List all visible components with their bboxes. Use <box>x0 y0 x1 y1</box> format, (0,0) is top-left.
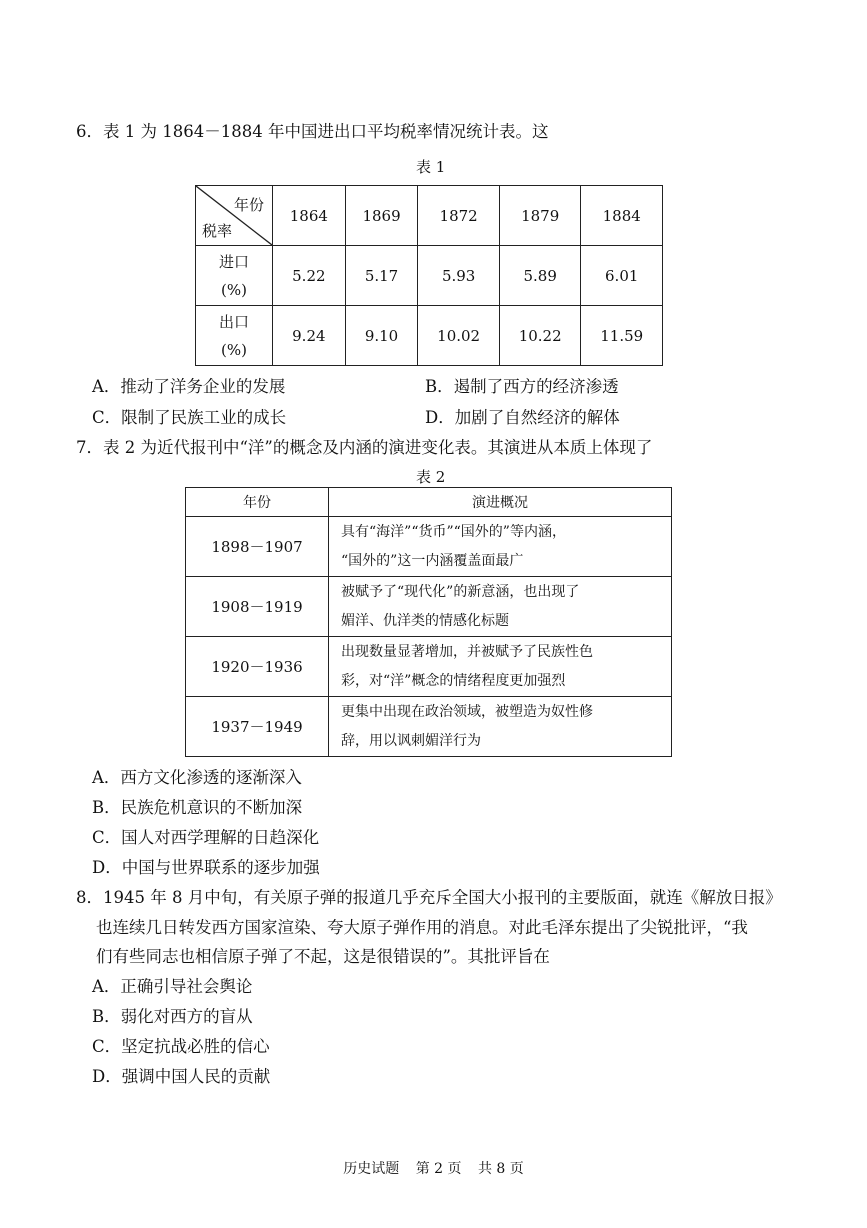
q8-option-c[interactable]: C．坚定抗战必胜的信心 <box>92 1037 270 1056</box>
table1-year-cell: 1884 <box>581 186 663 246</box>
table1-value-cell: 5.17 <box>345 246 418 306</box>
table1-year-cell: 1869 <box>345 186 418 246</box>
table2 <box>185 487 672 757</box>
table2-row <box>186 577 672 637</box>
table2-desc-cell <box>329 577 672 637</box>
table1-value-cell: 5.93 <box>418 246 500 306</box>
footer-subject: 历史试题 <box>343 1161 400 1177</box>
desc-line: 彩，对“洋”概念的情绪程度更加强烈 <box>341 672 566 689</box>
table1-value-cell: 9.10 <box>345 306 418 366</box>
table2-row <box>186 637 672 697</box>
table1-row-label <box>196 246 273 306</box>
page-footer <box>0 1158 867 1178</box>
table1-caption: 表 1 <box>416 158 446 176</box>
table2-year-cell: 1898－1907 <box>186 517 329 577</box>
q6-option-b[interactable]: B．遏制了西方的经济渗透 <box>425 377 619 396</box>
q8-stem-line1: 8．1945 年 8 月中旬，有关原子弹的报道几乎充斥全国大小报刊的主要版面，就连《解放日报》 <box>76 888 782 907</box>
corner-label-rate: 税率 <box>202 222 233 240</box>
q7-option-d[interactable]: D．中国与世界联系的逐步加强 <box>92 858 320 877</box>
table1-year-cell: 1872 <box>418 186 500 246</box>
table2-year-cell: 1920－1936 <box>186 637 329 697</box>
corner-label-year: 年份 <box>233 196 264 214</box>
q6-option-a[interactable]: A．推动了洋务企业的发展 <box>92 377 286 396</box>
table1-row-export <box>196 306 663 366</box>
desc-line: 出现数量显著增加，并被赋予了民族性色 <box>341 643 593 660</box>
q6-stem: 6．表 1 为 1864－1884 年中国进出口平均税率情况统计表。这 <box>76 122 549 141</box>
table2-year-cell: 1908－1919 <box>186 577 329 637</box>
desc-line: 被赋予了“现代化”的新意涵，也出现了 <box>341 583 580 600</box>
desc-line: “国外的”这一内涵覆盖面最广 <box>341 552 524 569</box>
q8-option-b[interactable]: B．弱化对西方的盲从 <box>92 1007 253 1026</box>
table1-value-cell: 5.22 <box>273 246 346 306</box>
table1-corner-cell <box>196 186 273 246</box>
footer-total: 共 8 页 <box>477 1161 524 1177</box>
table2-caption: 表 2 <box>416 468 446 486</box>
footer-page: 第 2 页 <box>415 1161 462 1177</box>
table1-value-cell: 11.59 <box>581 306 663 366</box>
desc-line: 媚洋、仇洋类的情感化标题 <box>341 612 509 629</box>
q8-option-d[interactable]: D．强调中国人民的贡献 <box>92 1067 271 1086</box>
desc-line: 更集中出现在政治领域，被塑造为奴性修 <box>341 703 593 720</box>
q6-option-c[interactable]: C．限制了民族工业的成长 <box>92 408 287 427</box>
row-label-line2: (%) <box>221 340 247 359</box>
table2-desc-cell <box>329 517 672 577</box>
table2-header-desc: 演进概况 <box>329 488 672 517</box>
row-label-line1: 进口 <box>218 252 249 271</box>
table1-value-cell: 10.22 <box>499 306 581 366</box>
table2-header-year: 年份 <box>186 488 329 517</box>
table1-row-label <box>196 306 273 366</box>
row-label-line2: (%) <box>221 280 247 299</box>
q6-option-d[interactable]: D．加剧了自然经济的解体 <box>425 408 620 427</box>
table2-desc-cell <box>329 697 672 757</box>
row-label-line1: 出口 <box>218 312 249 331</box>
table1-value-cell: 10.02 <box>418 306 500 366</box>
table1-row-import <box>196 246 663 306</box>
q7-option-a[interactable]: A．西方文化渗透的逐渐深入 <box>92 768 302 787</box>
q7-stem: 7．表 2 为近代报刊中“洋”的概念及内涵的演进变化表。其演进从本质上体现了 <box>76 438 653 457</box>
desc-line: 具有“海洋”“货币”“国外的”等内涵， <box>341 523 566 540</box>
q8-stem-line2: 也连续几日转发西方国家渲染、夸大原子弹作用的消息。对此毛泽东提出了尖锐批评，“我 <box>96 918 748 937</box>
table1 <box>195 185 663 366</box>
table1-year-cell: 1864 <box>273 186 346 246</box>
table1-value-cell: 6.01 <box>581 246 663 306</box>
table2-year-cell: 1937－1949 <box>186 697 329 757</box>
table2-row <box>186 517 672 577</box>
table2-row <box>186 697 672 757</box>
table1-value-cell: 9.24 <box>273 306 346 366</box>
table1-value-cell: 5.89 <box>499 246 581 306</box>
desc-line: 辞，用以讽刺媚洋行为 <box>341 732 481 749</box>
table2-header-row <box>186 488 672 517</box>
q7-option-c[interactable]: C．国人对西学理解的日趋深化 <box>92 828 320 847</box>
q8-option-a[interactable]: A．正确引导社会舆论 <box>92 977 253 996</box>
table1-header-row <box>196 186 663 246</box>
q7-option-b[interactable]: B．民族危机意识的不断加深 <box>92 798 303 817</box>
q8-stem-line3: 们有些同志也相信原子弹了不起，这是很错误的”。其批评旨在 <box>96 947 550 966</box>
table2-desc-cell <box>329 637 672 697</box>
table1-year-cell: 1879 <box>499 186 581 246</box>
